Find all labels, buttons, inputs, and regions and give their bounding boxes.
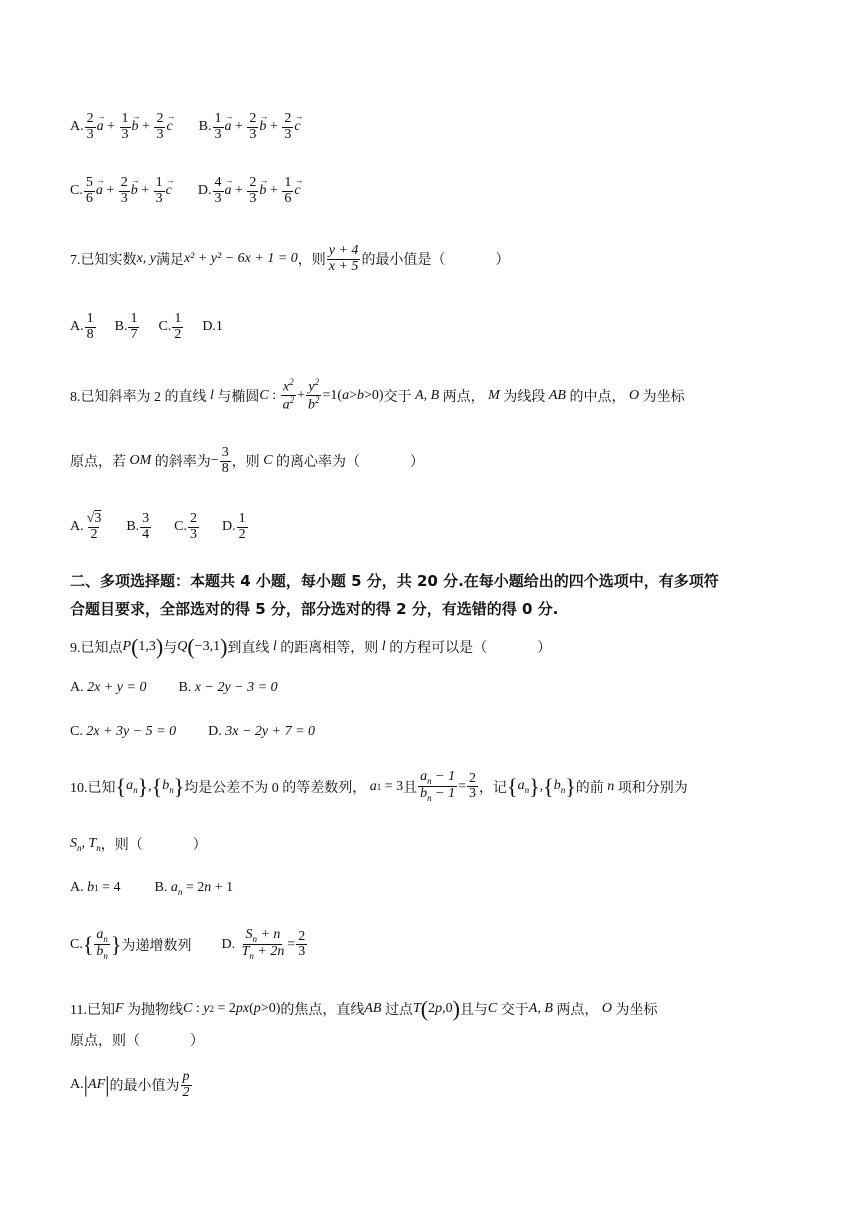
q6-options-row1 (70, 112, 327, 142)
q9-stem: 9.已知点 P ( 1,3 ) 与 Q ( −3,1 ) 到直线 l 的距离相等，则 l 的方程可以是（ ） (70, 634, 552, 659)
q8-options (70, 512, 275, 542)
q10-option-b[interactable]: B. $a_n$ = 2 n + 1 (154, 880, 234, 897)
q9-option-a[interactable]: A. 2x + y = 0 (70, 680, 147, 695)
q10-option-a[interactable]: A. b 1 = 4 (70, 880, 121, 896)
q8-option-c[interactable]: C. $\frac{2}{3}$ (174, 511, 197, 542)
q7-option-a[interactable]: A. $\frac{1}{8}$ (70, 311, 94, 342)
q9-option-c[interactable]: C. 2x + 3y − 5 = 0 (70, 724, 177, 739)
q10-options-row2 (70, 928, 334, 961)
q7-option-d[interactable]: D.1 (202, 319, 223, 335)
q7-option-b[interactable]: B. $\frac{1}{7}$ (114, 311, 138, 342)
q6-option-c[interactable]: C. $\frac{5}{6}$ → a + $\frac{2}{3}$ → b + $\frac{1}{3}$ → c (70, 176, 172, 206)
q11-stem-line2: 原点，则（ ） (70, 1034, 204, 1049)
q9-option-d[interactable]: D. 3x − 2y + 7 = 0 (208, 724, 316, 739)
section2-heading-line2: 合题目要求，全部选对的得 5 分，部分选对的得 2 分，有选错的得 0 分. (70, 600, 559, 618)
q10-option-d[interactable]: D. $\frac{S_n + n}{T_n + 2n}$ = $\frac{2}{3}$ (221, 927, 306, 962)
q7-options (70, 312, 249, 342)
q7-stem: 7.已知实数 x, y 满足 x² + y² − 6x + 1 = 0 ，则 $\frac{y + 4}{x + 5}$ 的最小值是（ ） (70, 243, 510, 274)
q6-option-b[interactable]: B. $\frac{1}{3}$ → a + $\frac{2}{3}$ → b + $\frac{2}{3}$ → c (199, 112, 301, 142)
q8-option-b[interactable]: B. $\frac{3}{4}$ (126, 511, 150, 542)
q11-option-a[interactable]: A. | AF | 的最小值为 $\frac{p}{2}$ (70, 1069, 190, 1100)
q6-option-d[interactable]: D. $\frac{4}{3}$ → a + $\frac{2}{3}$ → b + $\frac{1}{6}$ → c (198, 176, 301, 206)
q8-option-d[interactable]: D. $\frac{1}{2}$ (222, 511, 246, 542)
q11-stem-line1: 11.已知 F 为抛物线 C : y 2 = 2 px ( p >0) 的焦点，直线 AB 过点 T ( 2 p ,0 ) 且与 C 交于 A, B 两点， O 为坐标 (70, 996, 658, 1021)
q8-option-a[interactable]: A. $\frac{√3}{2}$ (70, 511, 102, 542)
q10-options-row1 (70, 880, 259, 897)
q9-option-b[interactable]: B. x − 2y − 3 = 0 (178, 680, 278, 695)
q6-options-row2 (70, 176, 327, 206)
q10-stem-line2: $S_n$, $T_n$ ，则（ ） (70, 835, 207, 853)
section2-heading-line1: 二、多项选择题：本题共 4 小题，每小题 5 分，共 20 分.在每小题给出的四个选项中，有多项符 (70, 572, 719, 590)
q9-options-row2 (70, 724, 341, 740)
q9-options-row1 (70, 680, 304, 696)
q6-option-a[interactable]: A. $\frac{2}{3}$ → a + $\frac{1}{3}$ → b + $\frac{2}{3}$ → c (70, 112, 173, 142)
q10-stem-line1: 10.已知 { $a_n$ } , { $b_n$ } 均是公差不为 0 的等差数列， a 1 = 3 且 $\frac{a_n - 1}{b_n - 1}$ = $\frac{2}{3}$ ，记 { $a_n$ } , { $b_n$ } 的前 n 项和分别为 (70, 769, 688, 804)
q10-option-c[interactable]: C. { $\frac{a_n}{b_n}$ } 为递增数列 (70, 927, 192, 962)
q7-option-c[interactable]: C. $\frac{1}{2}$ (158, 311, 182, 342)
q8-stem-line1: 8.已知斜率为 2 的直线 l 与椭圆 C : $\frac{x^2}{a^2}$ + $\frac{y^2}{b^2}$ =1( a > b >0) 交于 A, B 两点， M 为线段 AB 的中点， O 为坐标 (70, 377, 685, 413)
q8-stem-line2: 原点，若 OM 的斜率为 − $\frac{3}{8}$ ，则 C 的离心率为（ ） (70, 445, 425, 476)
